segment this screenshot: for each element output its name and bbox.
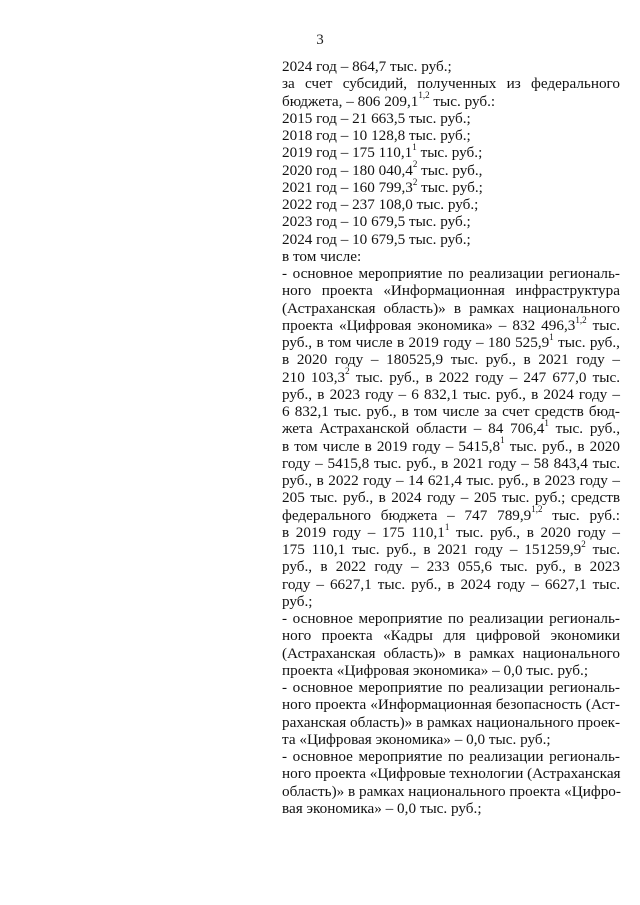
text-line-main: (Астраханская область)» в рамках национального [282,299,620,317]
text-line [282,558,620,575]
text-line-tail: тыс. руб., [553,334,620,351]
text-line-main: ного проекта «Кадры для цифровой экономики [282,627,620,645]
text-line-main: (Астраханская область)» в рамках национального [282,644,620,662]
text-line-main: 2024 год – 864,7 тыс. руб.; [282,58,452,75]
text-line [282,783,620,800]
footnote-marker: 1 [544,418,549,429]
text-line-tail: тыс. руб., в 2020 году – [449,523,620,541]
document-text-column [282,58,620,817]
text-line [282,800,620,817]
text-line-main: в том числе: [282,247,362,265]
text-line [282,58,620,75]
text-line [282,331,620,351]
text-line [282,90,620,110]
text-line-main: 2022 год – 237 108,0 тыс. руб.; [282,196,479,213]
footnote-marker: 1 [444,521,450,532]
text-line [282,420,620,437]
text-line [282,196,620,213]
text-line-main: руб.; [282,592,313,610]
text-line [282,159,620,179]
text-line-main: 2020 год – 180 040,4 [282,161,413,179]
text-line [282,213,620,230]
text-line [282,472,620,489]
text-line-main: году – 6627,1 тыс. руб., в 2024 году – 6627,1 тыс. [282,575,620,593]
text-line-main: руб., в 2022 году – 14 621,4 тыс. руб., в 2023 году – [282,472,620,489]
text-line-main: ного проекта «Информационная безопасность (Аст- [282,696,620,714]
text-line-main: проекта «Цифровая экономика» – 832 496,3 [282,316,576,334]
text-line-main: 2015 год – 21 663,5 тыс. руб.; [282,109,471,127]
footnote-marker: 1,2 [531,504,543,515]
text-line [282,610,620,627]
text-line [282,538,620,558]
footnote-marker: 2 [345,366,350,377]
text-line [282,248,620,265]
text-line [282,521,620,541]
text-line [282,731,620,748]
text-line-main: проекта «Цифровая экономика» – 0,0 тыс. руб.; [282,661,589,679]
text-line-tail: тыс. [585,541,620,558]
text-line-main: - основное мероприятие по реализации региональ- [282,679,620,696]
text-line-main: 175 110,1 тыс. руб., в 2021 году – 151259,9 [282,541,582,558]
text-line-main: году – 5415,8 тыс. руб., в 2021 году – 58 843,4 тыс. [282,454,620,472]
text-line-main: - основное мероприятие по реализации региональ- [282,265,620,282]
text-line-main: - основное мероприятие по реализации региональ- [282,610,620,627]
text-line [282,127,620,144]
text-line-tail: тыс. [586,316,620,334]
text-line [282,403,620,420]
footnote-marker: 1,2 [418,90,430,101]
text-line-tail: тыс. руб.; [416,144,483,162]
text-line [282,696,620,713]
text-line [282,576,620,593]
text-line [282,75,620,92]
page-number: 3 [316,32,324,48]
text-line-main: 2024 год – 10 679,5 тыс. руб.; [282,230,471,248]
text-line-main: в 2020 году – 180525,9 тыс. руб., в 2021 году – [282,351,620,369]
text-line-main: руб., в 2023 году – 6 832,1 тыс. руб., в 2024 году – [282,385,620,403]
text-line [282,627,620,644]
text-line-main: федерального бюджета – 747 789,9 [282,506,532,524]
text-line-main: 2019 год – 175 110,1 [282,144,413,162]
text-line [282,366,620,386]
text-line-tail: тыс. руб.; [417,178,483,196]
text-line [282,314,620,334]
text-line-main: область)» в рамках национального проекта «Цифро- [282,782,621,800]
footnote-marker: 2 [412,176,418,187]
text-line-tail: тыс. руб.: [542,506,620,524]
text-line [282,748,620,765]
footnote-marker: 2 [581,538,586,549]
footnote-marker: 2 [412,159,418,170]
text-line-tail: тыс. руб., в 2022 году – 247 677,0 тыс. [349,368,620,386]
text-line-main: вая экономика» – 0,0 тыс. руб.; [282,799,482,817]
text-line [282,110,620,127]
text-line [282,714,620,731]
text-line-main: жета Астраханской области – 84 706,4 [282,420,545,438]
text-line [282,231,620,248]
text-line-main: - основное мероприятие по реализации региональ- [282,748,620,765]
text-line-main: ного проекта «Цифровые технологии (Астраханская [282,765,621,783]
text-line [282,593,620,610]
footnote-marker: 1,2 [575,314,587,325]
text-line [282,176,620,196]
footnote-marker: 1 [500,435,505,446]
text-line [282,282,620,299]
text-line-main: бюджета, – 806 209,1 [282,92,419,110]
text-line-main: руб., в том числе в 2019 году – 180 525,9 [282,334,550,351]
text-line-main: 6 832,1 тыс. руб., в том числе за счет средств бюд- [282,403,620,420]
text-line [282,300,620,317]
footnote-marker: 1 [412,142,417,153]
text-line-tail: тыс. руб.: [429,92,496,110]
text-line-main: руб., в 2022 году – 233 055,6 тыс. руб., в 2023 [282,558,620,576]
text-line-main: 205 тыс. руб., в 2024 году – 205 тыс. руб.; средств [282,489,620,507]
text-line-main: та «Цифровая экономика» – 0,0 тыс. руб.; [282,730,551,748]
text-line [282,386,620,403]
text-line-tail: тыс. руб., [548,420,620,438]
text-line-tail: тыс. руб., в 2020 [504,437,620,455]
text-line [282,435,620,455]
text-line [282,455,620,472]
footnote-marker: 1 [549,331,554,342]
text-line-main: 210 103,3 [282,368,346,386]
text-line-main: в том числе в 2019 году – 5415,8 [282,437,501,455]
text-line-main: в 2019 году – 175 110,1 [282,523,445,541]
text-line [282,765,620,782]
text-line [282,645,620,662]
text-line-main: ного проекта «Информационная инфраструктура [282,282,620,300]
text-line [282,351,620,368]
text-line-main: 2018 год – 10 128,8 тыс. руб.; [282,127,471,144]
text-line [282,144,620,161]
text-line [282,504,620,524]
text-line-tail: тыс. руб., [417,161,483,179]
text-line-main: 2023 год – 10 679,5 тыс. руб.; [282,213,471,231]
text-line-main: 2021 год – 160 799,3 [282,178,413,196]
text-line [282,489,620,506]
text-line [282,662,620,679]
text-line-main: за счет субсидий, полученных из федерального [282,75,620,93]
text-line [282,265,620,282]
text-line [282,679,620,696]
text-line-main: раханская область)» в рамках национального проек- [282,713,621,731]
